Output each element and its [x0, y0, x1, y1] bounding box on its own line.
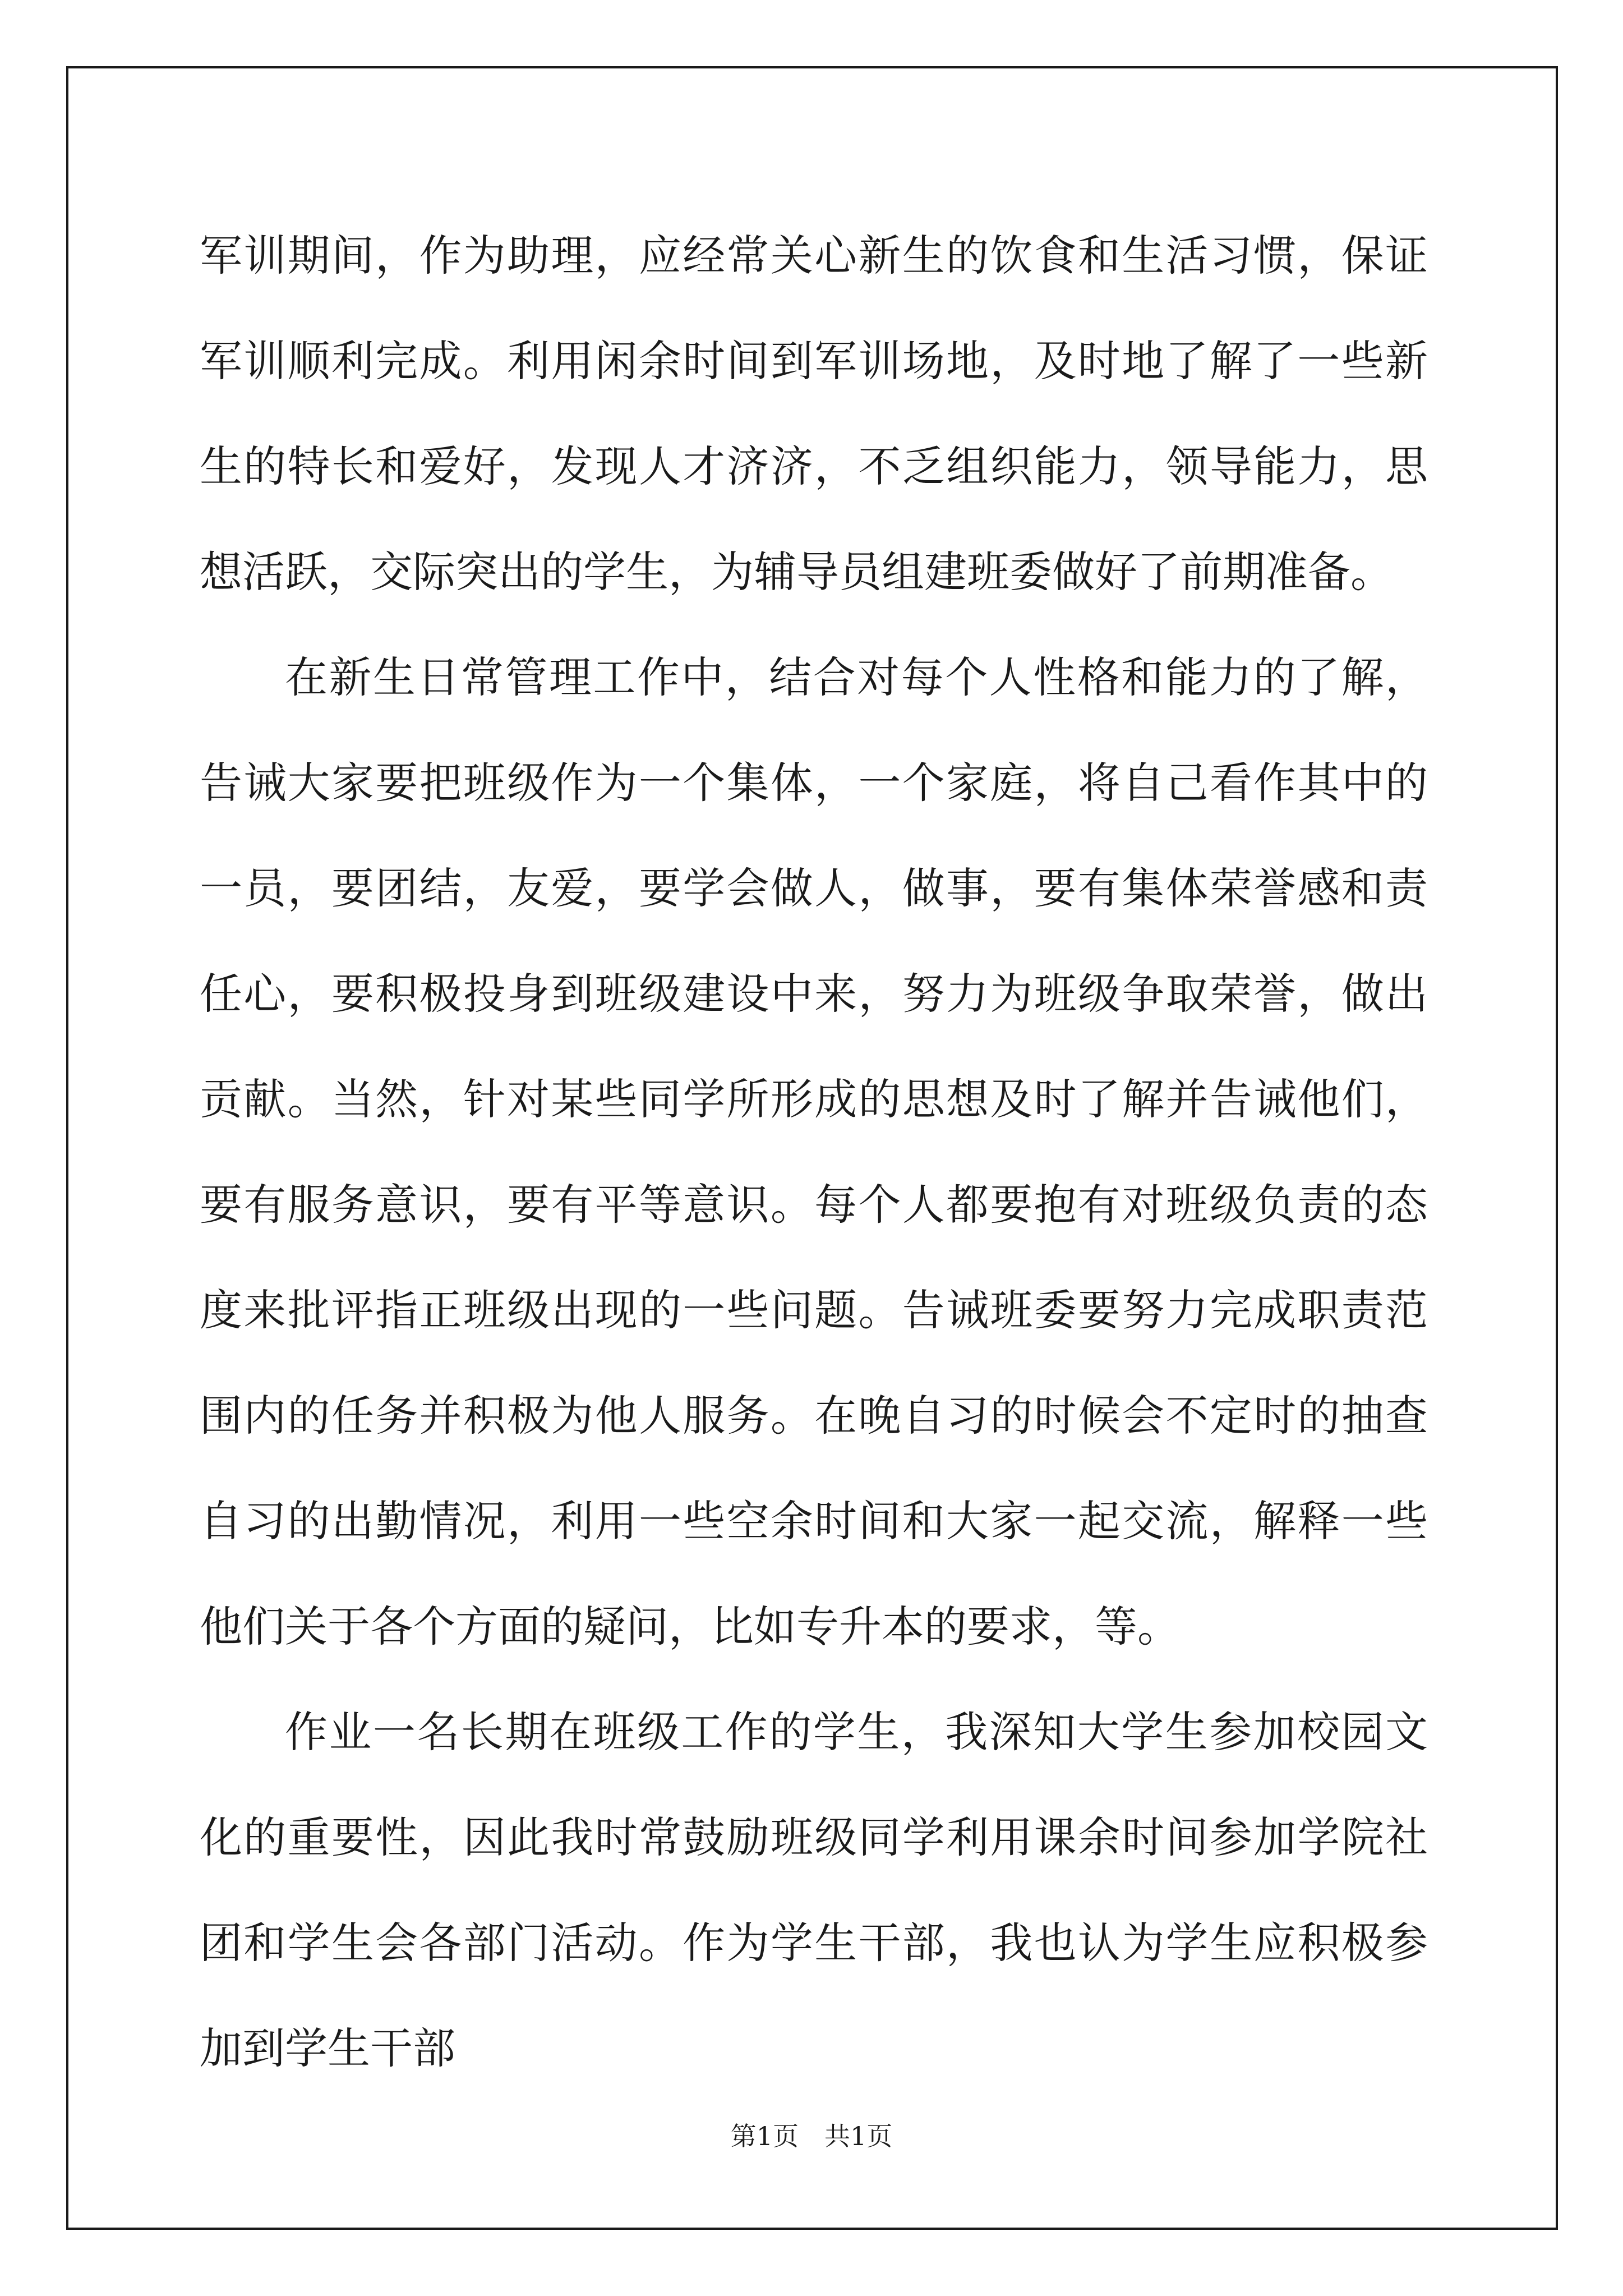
paragraph-1: 军训期间，作为助理，应经常关心新生的饮食和生活习惯，保证军训顺利完成。利用闲余时间到军训场地，及时地了解了一些新生的特长和爱好，发现人才济济，不乏组织能力，领导能力，思想活跃，交际突出的学生，为辅导员组建班委做好了前期准备。: [200, 231, 1428, 597]
paragraph-3: 作业一名长期在班级工作的学生，我深知大学生参加校园文化的重要性，因此我时常鼓励班级同学利用课余时间参加学院社团和学生会各部门活动。作为学生干部，我也认为学生应积极参加到学生干部: [200, 1707, 1428, 2073]
paragraph-2: 在新生日常管理工作中，结合对每个人性格和能力的了解，告诫大家要把班级作为一个集体，一个家庭，将自己看作其中的一员，要团结，友爱，要学会做人，做事，要有集体荣誉感和责任心，要积极投身到班级建设中来，努力为班级争取荣誉，做出贡献。当然，针对某些同学所形成的思想及时了解并告诫他们，要有服务意识，要有平等意识。每个人都要抱有对班级负责的态度来批评指正班级出现的一些问题。告诫班委要努力完成职责范围内的任务并积极为他人服务。在晚自习的时候会不定时的抽查自习的出勤情况，利用一些空余时间和大家一起交流，解释一些他们关于各个方面的疑问，比如专升本的要求，等。: [200, 652, 1428, 1651]
page-number-footer: 第1页 共1页: [730, 2121, 893, 2151]
document-body: [200, 203, 1428, 2101]
